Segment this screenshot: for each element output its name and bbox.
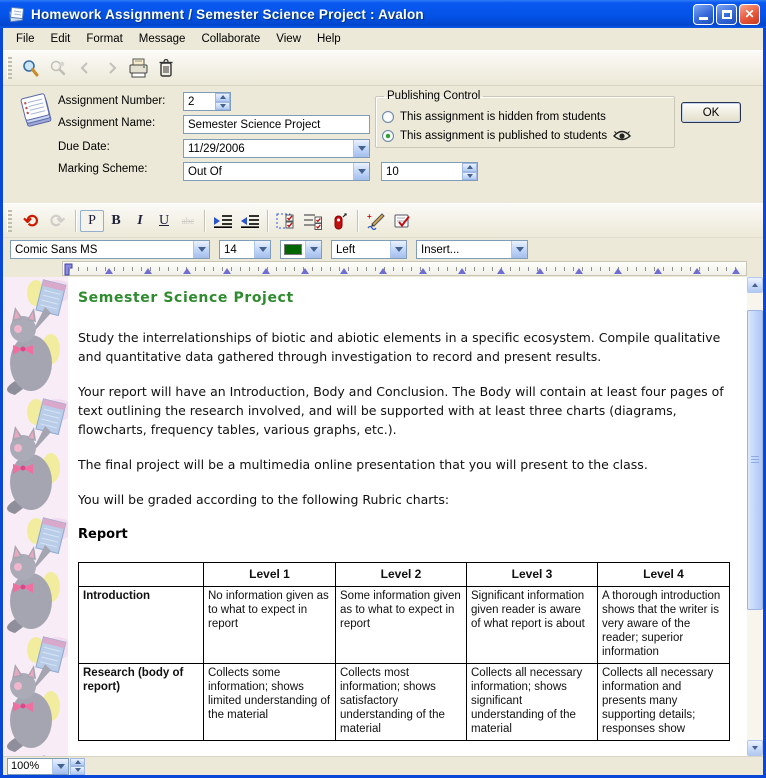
maximize-icon [722, 10, 732, 19]
toolbar-gripper[interactable] [7, 57, 12, 79]
spin-up-icon[interactable] [215, 93, 230, 102]
chevron-down-icon[interactable] [52, 759, 68, 774]
bold-button[interactable]: B [111, 212, 121, 228]
document-paragraph: The final project will be a multimedia online presentation that you will present to the class. [78, 457, 648, 472]
table-cell: Collects all necessary information; shows significant understanding of the material [467, 664, 598, 741]
main-toolbar [3, 50, 763, 86]
close-button[interactable] [739, 4, 760, 25]
marking-scheme-select[interactable] [183, 162, 370, 181]
publishing-published-label: This assignment is published to students [400, 129, 608, 142]
tab-stop-icon[interactable] [575, 268, 583, 274]
previous-button [71, 55, 98, 81]
assignment-name-value: Semester Science Project [188, 118, 321, 131]
assignment-name-input[interactable] [183, 115, 370, 134]
table-cell: Collects most information; shows satisfactory understanding of the material [336, 664, 467, 741]
tab-stop-icon[interactable] [614, 268, 622, 274]
outdent-icon [240, 214, 260, 228]
statusbar [3, 756, 763, 775]
tab-stop-icon[interactable] [654, 268, 662, 274]
row-header-cell: Research (body of report) [79, 664, 204, 741]
minimize-button[interactable] [693, 4, 714, 25]
tab-stop-icon[interactable] [262, 268, 270, 274]
table-header-cell: Level 1 [204, 563, 336, 587]
marking-scheme-label: Marking Scheme: [58, 163, 148, 175]
record-audio-button[interactable] [326, 208, 353, 234]
table-header-row [79, 563, 730, 587]
rich-text-editor[interactable] [68, 277, 747, 756]
editor-toolbar [3, 203, 763, 238]
minimize-icon [699, 17, 708, 20]
vertical-scrollbar[interactable] [747, 277, 763, 756]
publishing-hidden-option[interactable] [382, 108, 668, 125]
menu-message[interactable]: Message [138, 33, 186, 45]
zoom-select[interactable] [7, 758, 69, 775]
tab-stop-icon[interactable] [458, 268, 466, 274]
checklist-button[interactable] [299, 208, 326, 234]
menu-view[interactable]: View [276, 33, 301, 45]
selection-checkboxes-icon [276, 212, 296, 230]
zoom-spinner[interactable] [70, 758, 85, 775]
tab-stop-icon[interactable] [732, 268, 740, 274]
cat-artwork-icon [3, 515, 68, 634]
table-cell: Collects all necessary information and presents many supporting details; responses show [598, 664, 730, 741]
scrollbar-track[interactable] [747, 293, 763, 740]
due-date-value: 11/29/2006 [188, 142, 245, 155]
annotate-button[interactable] [362, 208, 389, 234]
chevron-down-icon[interactable] [305, 241, 321, 258]
publishing-hidden-label: This assignment is hidden from students [400, 110, 606, 123]
insert-select[interactable] [416, 240, 528, 259]
tab-stop-icon[interactable] [379, 268, 387, 274]
spin-down-icon[interactable] [215, 102, 230, 111]
menu-help[interactable]: Help [317, 33, 341, 45]
due-date-select[interactable] [183, 139, 370, 158]
record-icon [332, 212, 348, 230]
paragraph-style-button[interactable]: P [80, 210, 104, 232]
delete-button[interactable] [152, 55, 179, 81]
tab-stop-icon[interactable] [536, 268, 544, 274]
indent-icon [213, 214, 233, 228]
margin-decoration [3, 277, 68, 756]
redo-icon: ⟳ [49, 210, 66, 231]
find-icon [49, 59, 67, 77]
chevron-down-icon[interactable] [353, 163, 369, 180]
separator [204, 210, 205, 232]
assignment-number-spin-buttons[interactable] [215, 93, 230, 110]
marking-out-of-spin-buttons[interactable] [462, 163, 477, 180]
rubric-table [78, 562, 730, 741]
find-button [44, 55, 71, 81]
insert-value: Insert... [421, 243, 460, 256]
next-button [98, 55, 125, 81]
checklist-icon [303, 212, 323, 230]
grip-icon [751, 456, 759, 464]
ruler-row [3, 261, 763, 277]
italic-button[interactable]: I [137, 212, 143, 228]
spellcheck-button[interactable] [389, 208, 416, 234]
tab-stop-icon[interactable] [419, 268, 427, 274]
arrow-left-icon [78, 61, 92, 75]
font-color-select[interactable] [280, 240, 322, 259]
spin-up-icon[interactable] [462, 163, 477, 172]
undo-icon: ⟲ [22, 210, 39, 231]
search-button[interactable] [17, 55, 44, 81]
redo-button [44, 208, 71, 234]
menu-edit[interactable]: Edit [50, 33, 71, 45]
undo-button[interactable] [17, 208, 44, 234]
titlebar [0, 0, 766, 28]
color-swatch-icon [284, 244, 302, 255]
underline-button[interactable]: U [158, 212, 170, 228]
report-heading: Report [78, 527, 128, 542]
chevron-down-icon [752, 746, 758, 750]
table-header-cell: Level 3 [467, 563, 598, 587]
marking-out-of-value: 10 [386, 165, 399, 178]
tab-stop-icon[interactable] [223, 268, 231, 274]
scrollbar-thumb[interactable] [747, 310, 763, 610]
radio-checked-icon[interactable] [382, 130, 394, 142]
close-icon: ✕ [744, 7, 755, 21]
tab-stop-icon[interactable] [693, 268, 701, 274]
separator [75, 210, 76, 232]
chevron-down-icon[interactable] [254, 241, 270, 258]
table-cell: Significant information given reader is aware of what report is about [467, 587, 598, 664]
tab-stop-icon[interactable] [183, 268, 191, 274]
document-heading: Semester Science Project [78, 290, 294, 306]
menu-file[interactable]: File [16, 33, 35, 45]
cat-artwork-icon [3, 277, 68, 396]
font-size-value: 14 [224, 243, 237, 256]
table-row [79, 664, 730, 741]
outdent-button[interactable] [236, 208, 263, 234]
font-family-value: Comic Sans MS [15, 243, 98, 256]
tab-stop-icon[interactable] [301, 268, 309, 274]
strikethrough-button: abc [181, 215, 195, 226]
trash-icon [158, 58, 174, 78]
chevron-down-icon[interactable] [193, 241, 209, 258]
table-header-cell [79, 563, 204, 587]
menubar [3, 28, 763, 50]
assignment-icon [17, 92, 55, 130]
menu-collaborate[interactable]: Collaborate [201, 33, 261, 45]
spin-down-icon[interactable] [462, 172, 477, 181]
table-cell: Some information given as to what to expect in report [336, 587, 467, 664]
document-area [3, 277, 763, 756]
eye-icon [613, 130, 631, 142]
ruler[interactable] [62, 261, 747, 276]
assignment-form [3, 86, 763, 196]
app-icon [7, 6, 25, 22]
document-paragraph: Your report will have an Introduction, Body and Conclusion. The Body will contain at least four pages of text outlining the research involved, and will be supported with at least three charts (diagrams, flowcharts, frequency tables, various graphs, etc.). [78, 384, 724, 437]
font-controls [3, 238, 763, 261]
publishing-control-legend: Publishing Control [387, 90, 481, 102]
assignment-name-label: Assignment Name: [58, 117, 156, 129]
document-paragraph: You will be graded according to the following Rubric charts: [78, 492, 450, 507]
chevron-down-icon[interactable] [511, 241, 527, 258]
ok-button[interactable]: OK [681, 102, 741, 123]
spin-down-icon[interactable] [70, 766, 85, 775]
table-header-cell: Level 2 [336, 563, 467, 587]
indent-button[interactable] [209, 208, 236, 234]
cat-artwork-icon [3, 634, 68, 753]
table-row [79, 587, 730, 664]
tab-stop-icon[interactable] [497, 268, 505, 274]
radio-unchecked-icon[interactable] [382, 111, 394, 123]
spellcheck-icon [393, 212, 412, 230]
publishing-published-option[interactable] [382, 127, 668, 144]
table-cell: A thorough introduction shows that the writer is very aware of the reader; superior information [598, 587, 730, 664]
table-cell: No information given as to what to expect in report [204, 587, 336, 664]
svg-text:+: + [366, 211, 372, 221]
scroll-up-button[interactable] [747, 277, 763, 293]
arrow-right-icon [105, 61, 119, 75]
table-header-cell: Level 4 [598, 563, 730, 587]
marking-out-of-stepper[interactable] [381, 162, 478, 181]
select-elements-button[interactable] [272, 208, 299, 234]
row-header-cell: Introduction [79, 587, 204, 664]
tab-stop-icon[interactable] [144, 268, 152, 274]
printer-icon [128, 58, 149, 78]
assignment-number-value: 2 [188, 95, 195, 108]
tab-stop-icon[interactable] [340, 268, 348, 274]
print-button[interactable] [125, 55, 152, 81]
scroll-down-button[interactable] [747, 740, 763, 756]
publishing-control-group [375, 90, 675, 148]
maximize-button[interactable] [716, 4, 737, 25]
magnifier-icon [21, 59, 40, 78]
menu-format[interactable]: Format [86, 33, 123, 45]
font-size-select[interactable] [219, 240, 271, 259]
assignment-number-stepper[interactable] [183, 92, 231, 111]
document-paragraph: Study the interrelationships of biotic and abiotic elements in a specific ecosystem. Compile qualitative and quantitative data gathered through investigation to record and present results. [78, 330, 721, 364]
font-family-select[interactable] [10, 240, 210, 259]
pen-add-icon [366, 212, 386, 230]
separator [357, 210, 358, 232]
table-cell: Collects some information; shows limited understanding of the material [204, 664, 336, 741]
alignment-select[interactable] [331, 240, 407, 259]
chevron-up-icon [752, 283, 758, 287]
chevron-down-icon[interactable] [390, 241, 406, 258]
spin-up-icon[interactable] [70, 758, 85, 767]
panel-gap [3, 196, 763, 203]
marking-scheme-value: Out Of [188, 165, 222, 178]
due-date-label: Due Date: [58, 141, 110, 153]
chevron-down-icon[interactable] [353, 140, 369, 157]
alignment-value: Left [336, 243, 356, 256]
zoom-value: 100% [11, 760, 40, 772]
tab-stops [105, 268, 740, 274]
separator [267, 210, 268, 232]
cat-artwork-icon [3, 396, 68, 515]
tab-stop-icon[interactable] [105, 268, 113, 274]
toolbar-gripper[interactable] [7, 210, 12, 232]
assignment-number-label: Assignment Number: [58, 95, 166, 107]
window-title: Homework Assignment / Semester Science Project : Avalon [31, 6, 424, 22]
